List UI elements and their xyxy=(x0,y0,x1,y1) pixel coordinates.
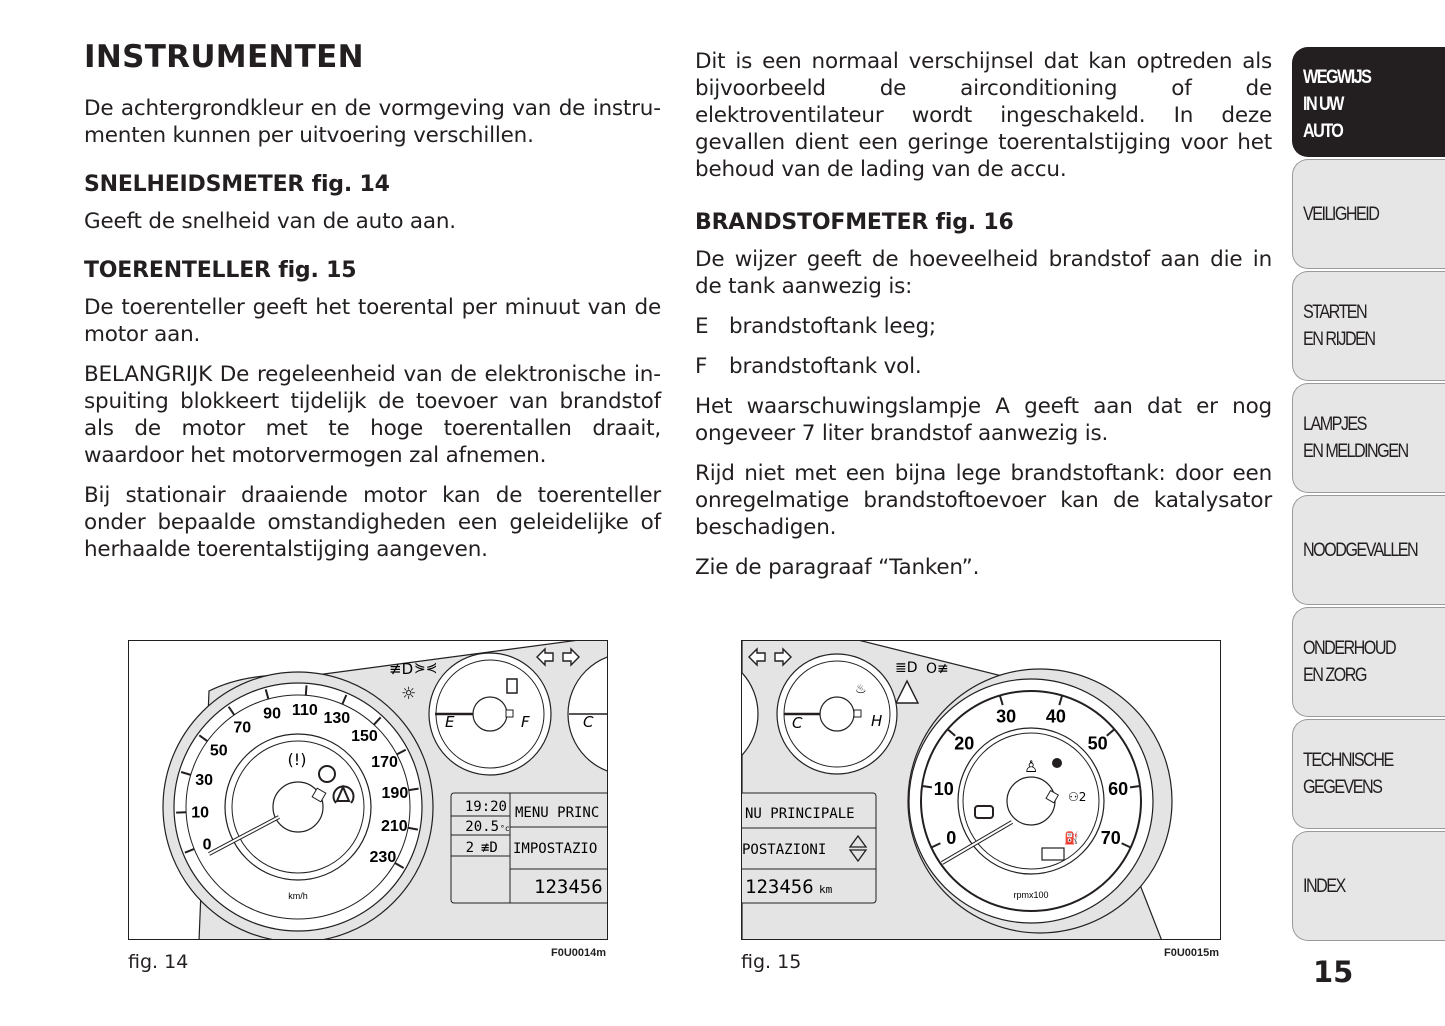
scale-label: 230 xyxy=(369,849,397,866)
side-lights-icon: ⋟⋞ xyxy=(414,660,438,676)
scale-tick xyxy=(922,786,932,787)
scale-label: 30 xyxy=(195,771,214,789)
tab-label: WEGWIJS IN UW AUTO xyxy=(1303,67,1371,142)
figure-14-code: F0U0014m xyxy=(551,947,607,959)
multifunction-display xyxy=(742,793,876,903)
right-column xyxy=(695,48,1272,594)
rear-fog-icon: O≢ xyxy=(926,661,949,677)
headlight-icon: ≢D xyxy=(481,840,498,856)
seatbelt-icon: ♙ xyxy=(1024,757,1039,776)
scale-label: 10 xyxy=(933,778,954,799)
scale-label: 60 xyxy=(1108,778,1129,799)
multifunction-display xyxy=(451,793,608,903)
scale-label: 50 xyxy=(209,742,228,760)
figure-15-caption: fig. 15 xyxy=(741,951,802,973)
needle-hub xyxy=(273,782,323,832)
important-text: BELANGRIJK De regeleenheid van de elektronische inspuiting blokkeert tijdelijk de toevoer van brandstof als de motor met te hoge toerentallen draait, waardoor het motorvermogen zal afnemen. xyxy=(84,362,661,468)
tab-index[interactable] xyxy=(1292,831,1445,941)
tab-label: TECHNISCHE GEGEVENS xyxy=(1303,750,1393,798)
scale-label: 70 xyxy=(1100,828,1121,849)
list-key: E xyxy=(695,314,709,339)
battery-icon xyxy=(1042,848,1064,860)
tab-label: ONDERHOUD EN ZORG xyxy=(1303,638,1396,686)
scale-label: 10 xyxy=(191,804,210,822)
airbag-icon xyxy=(1052,758,1062,768)
scale-label: 50 xyxy=(1087,733,1108,754)
low-beam-icon: ≣D xyxy=(895,660,918,676)
speedometer-heading: SNELHEIDSMETER fig. 14 xyxy=(84,172,390,197)
tachometer-heading: TOERENTELLER fig. 15 xyxy=(84,258,357,283)
tab-wegwijs[interactable] xyxy=(1292,47,1445,157)
page-title: INSTRUMENTEN xyxy=(84,39,364,75)
menu-text: NU PRINCIPALE xyxy=(745,806,855,822)
temp-unit: °c xyxy=(500,824,510,833)
brake-warning-icon: (!) xyxy=(287,750,307,769)
tab-veiligheid[interactable] xyxy=(1292,159,1445,269)
tab-label: STARTEN EN RIJDEN xyxy=(1303,302,1375,350)
headlight-level: 2 xyxy=(465,840,474,856)
tab-technische[interactable] xyxy=(1292,719,1445,829)
temp-cold-label: C xyxy=(583,713,594,731)
fuel-empty-label: E xyxy=(445,713,455,731)
figure-14-speedometer xyxy=(128,640,608,940)
scale-label: 210 xyxy=(380,818,408,836)
scale-label: 170 xyxy=(371,753,398,771)
scale-label: 0 xyxy=(946,828,957,849)
continued-text: Dit is een normaal verschijnsel dat kan optreden als bijvoorbeeld de airconditioning of de elektroventilateur wordt ingeschakeld. In deze gevallen dient een geringe toerentalstijging voor het behoud van de lading van de accu. xyxy=(695,49,1272,182)
tab-label: INDEX xyxy=(1303,875,1345,897)
see-text: Zie de paragraaf “Tanken”. xyxy=(695,555,980,580)
scale-label: 150 xyxy=(351,727,378,745)
scale-tick xyxy=(306,685,307,695)
list-text: brandstoftank vol. xyxy=(729,354,922,379)
tab-label: VEILIGHEID xyxy=(1303,203,1379,225)
rpm-unit: rpmx100 xyxy=(1013,890,1049,900)
figure-15-tachometer xyxy=(741,640,1221,940)
menu-text: MENU PRINC xyxy=(515,805,600,821)
odometer: 123456 xyxy=(534,876,603,898)
scale-label: 90 xyxy=(263,705,281,723)
scale-tick xyxy=(1130,786,1140,787)
scale-label: 70 xyxy=(233,719,252,737)
speedometer-text: Geeft de snelheid van de auto aan. xyxy=(84,209,456,234)
page-number: 15 xyxy=(1313,955,1354,989)
outside-temp: 20.5 xyxy=(465,819,499,835)
scale-label: 20 xyxy=(954,733,975,754)
settings-text: POSTAZIONI xyxy=(742,842,827,858)
glow-plug-icon: ☼ xyxy=(401,684,417,704)
abs-warning-icon xyxy=(319,766,335,782)
odometer-unit: km xyxy=(819,883,833,896)
figure-14-caption: fig. 14 xyxy=(128,951,189,973)
tab-label: LAMPJES EN MELDINGEN xyxy=(1303,414,1408,462)
idle-text: Bij stationair draaiende motor kan de toerenteller onder bepaalde omstandigheden een geleidelijke of herhaalde toerentalstijging aangeven. xyxy=(84,483,661,562)
needle-hub xyxy=(1007,777,1055,825)
tab-noodgevallen[interactable] xyxy=(1292,495,1445,605)
temp-cold-label: C xyxy=(792,714,803,732)
list-key: F xyxy=(695,354,708,379)
list-text: brandstoftank leeg; xyxy=(729,314,936,339)
list-item xyxy=(695,353,1272,380)
settings-text: IMPOSTAZIO xyxy=(513,841,598,857)
fuel-gauge-heading: BRANDSTOFMETER fig. 16 xyxy=(695,210,1014,235)
left-column xyxy=(84,40,661,576)
scale-label: 130 xyxy=(323,710,351,728)
temp-hot-label: H xyxy=(871,712,883,730)
tab-lampjes[interactable] xyxy=(1292,383,1445,493)
engine-check-icon xyxy=(975,806,993,818)
oil-pressure-icon: ⛽ xyxy=(1064,831,1079,845)
intro-paragraph: De achtergrondkleur en de vormgeving van de instrumenten kunnen per uitvoering verschillen. xyxy=(84,96,661,148)
clock: 19:20 xyxy=(464,799,507,815)
fuel-gauge-text: De wijzer geeft de hoeveelheid brandstof aan die in de tank aanwezig is: xyxy=(695,247,1272,299)
chapter-tabs xyxy=(1292,47,1445,943)
tab-onderhoud[interactable] xyxy=(1292,607,1445,717)
tab-label: NOODGEVALLEN xyxy=(1303,539,1418,561)
speed-unit: km/h xyxy=(288,891,308,901)
scale-label: 190 xyxy=(381,785,409,803)
fog-light-icon: ≢D xyxy=(389,660,414,678)
scale-label: 40 xyxy=(1045,706,1066,727)
warning-text: Het waarschuwingslampje A geeft aan dat er nog ongeveer 7 liter brandstof aanwezig is. xyxy=(695,394,1272,446)
scale-label: 0 xyxy=(202,836,212,854)
fuel-full-label: F xyxy=(521,713,530,731)
tachometer-text: De toerenteller geeft het toerental per minuut van de motor aan. xyxy=(84,295,661,347)
coolant-icon: ♨ xyxy=(855,682,867,697)
scale-label: 30 xyxy=(996,706,1017,727)
list-item xyxy=(695,313,1272,340)
advice-text: Rijd niet met een bijna lege brandstoftank: door een onregelmatige brandstoftoevoer kan de katalysator beschadigen. xyxy=(695,461,1272,540)
tab-starten[interactable] xyxy=(1292,271,1445,381)
odometer: 123456 xyxy=(745,876,814,898)
fuel-pump-icon xyxy=(507,679,517,693)
scale-label: 110 xyxy=(291,702,318,720)
figure-15-code: F0U0015m xyxy=(1164,947,1220,959)
passenger-airbag-icon: ⚇2 xyxy=(1068,790,1087,804)
